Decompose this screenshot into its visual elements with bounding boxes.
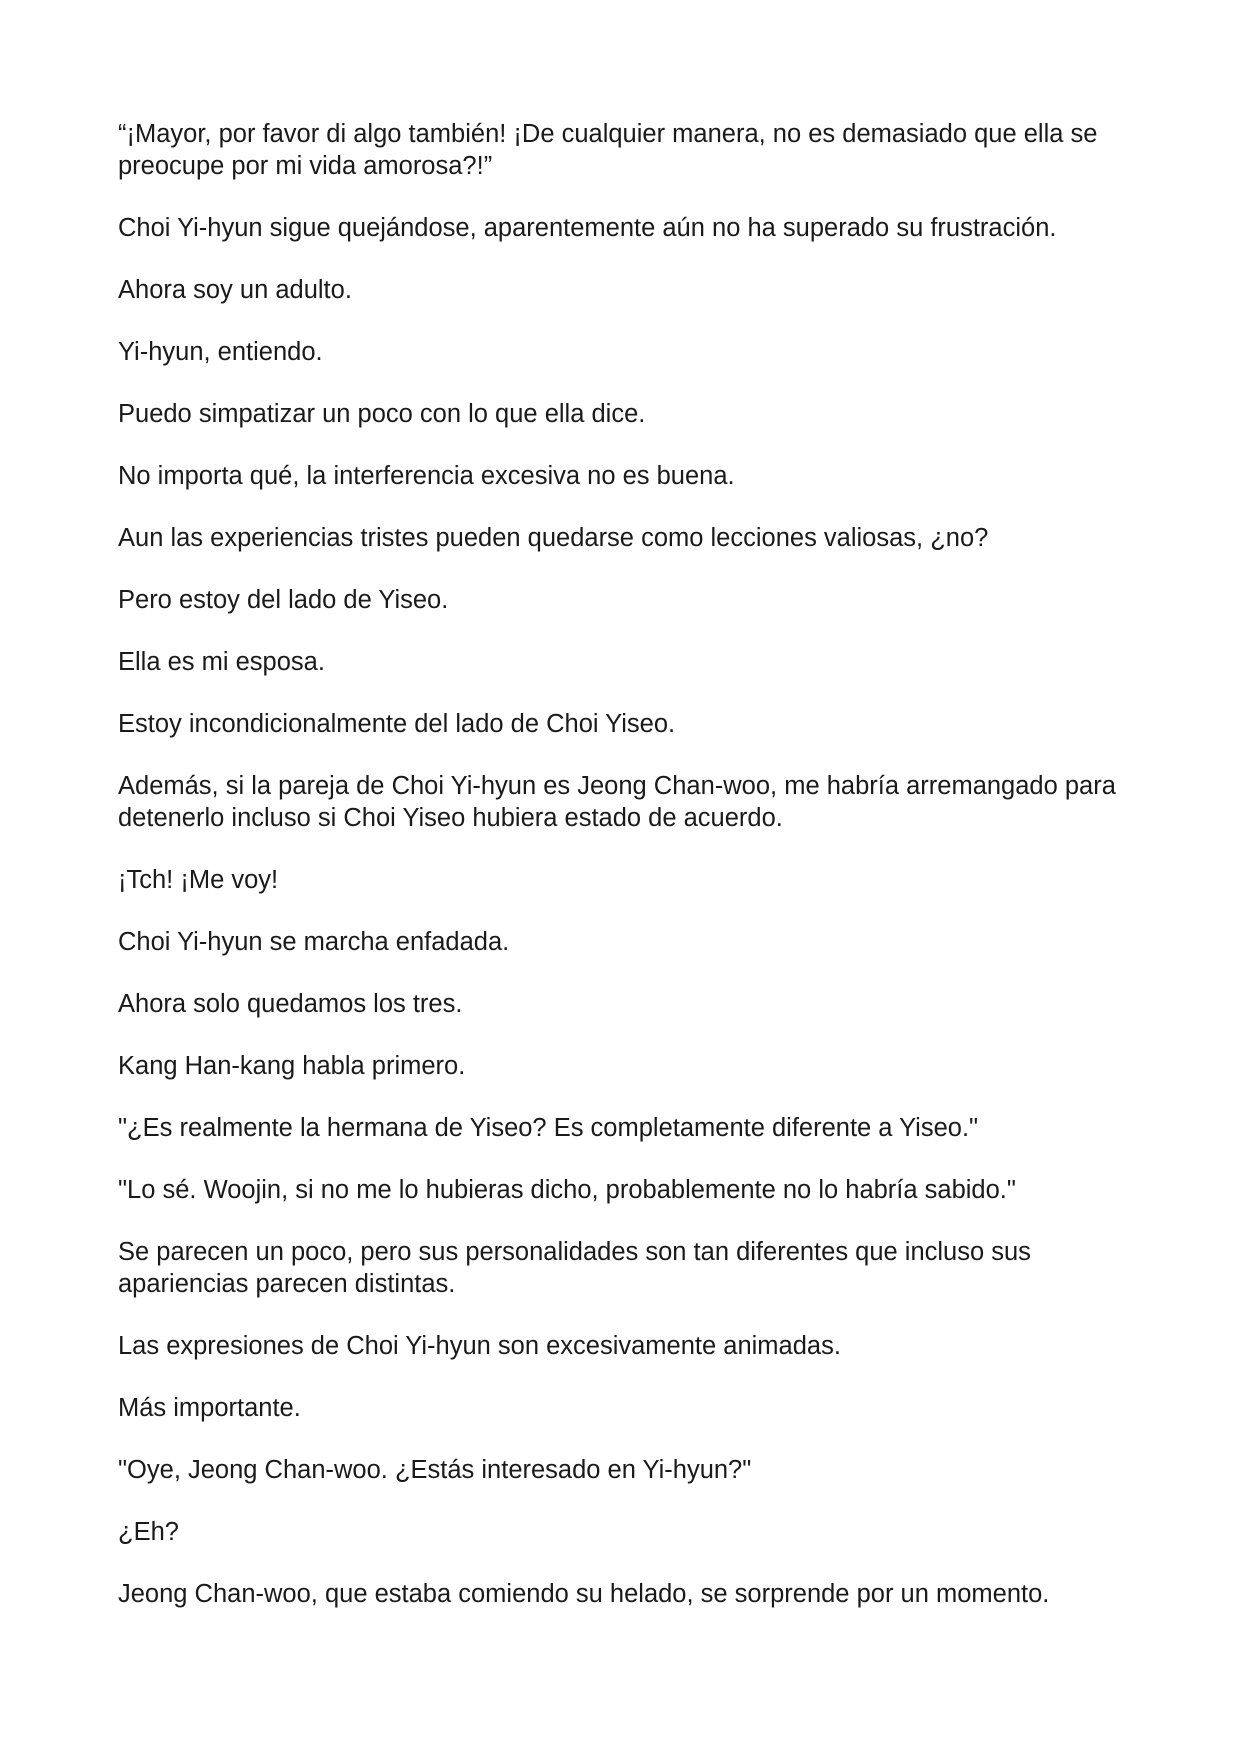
paragraph: Choi Yi-hyun sigue quejándose, aparentemente aún no ha superado su frustración. [118, 214, 1057, 242]
paragraph: ¡Tch! ¡Me voy! [118, 866, 279, 894]
paragraph: Aun las experiencias tristes pueden quedarse como lecciones valiosas, ¿no? [118, 524, 989, 552]
paragraph: “¡Mayor, por favor di algo también! ¡De cualquier manera, no es demasiado que ella se preocupe por mi vida amorosa?!” [118, 120, 1098, 180]
paragraph: "¿Es realmente la hermana de Yiseo? Es completamente diferente a Yiseo." [118, 1114, 979, 1142]
paragraph: ¿Eh? [118, 1518, 179, 1546]
paragraph: Además, si la pareja de Choi Yi-hyun es Jeong Chan-woo, me habría arremangado para detenerlo incluso si Choi Yiseo hubiera estado de acuerdo. [118, 772, 1116, 832]
document-body [118, 118, 1138, 1640]
paragraph: No importa qué, la interferencia excesiva no es buena. [118, 462, 735, 490]
paragraph: Choi Yi-hyun se marcha enfadada. [118, 928, 510, 956]
paragraph: Pero estoy del lado de Yiseo. [118, 586, 449, 614]
paragraph: Ahora solo quedamos los tres. [118, 990, 463, 1018]
paragraph: "Lo sé. Woojin, si no me lo hubieras dicho, probablemente no lo habría sabido." [118, 1176, 1016, 1204]
paragraph: Más importante. [118, 1394, 301, 1422]
paragraph: Yi-hyun, entiendo. [118, 338, 323, 366]
paragraph: "Oye, Jeong Chan-woo. ¿Estás interesado en Yi-hyun?" [118, 1456, 752, 1484]
paragraph: Kang Han-kang habla primero. [118, 1052, 466, 1080]
paragraph: Ella es mi esposa. [118, 648, 325, 676]
paragraph: Se parecen un poco, pero sus personalidades son tan diferentes que incluso sus apariencias parecen distintas. [118, 1238, 1031, 1298]
paragraph: Puedo simpatizar un poco con lo que ella dice. [118, 400, 646, 428]
paragraph: Las expresiones de Choi Yi-hyun son excesivamente animadas. [118, 1332, 841, 1360]
paragraph: Jeong Chan-woo, que estaba comiendo su helado, se sorprende por un momento. [118, 1580, 1050, 1608]
paragraph: Ahora soy un adulto. [118, 276, 352, 304]
paragraph: Estoy incondicionalmente del lado de Choi Yiseo. [118, 710, 676, 738]
